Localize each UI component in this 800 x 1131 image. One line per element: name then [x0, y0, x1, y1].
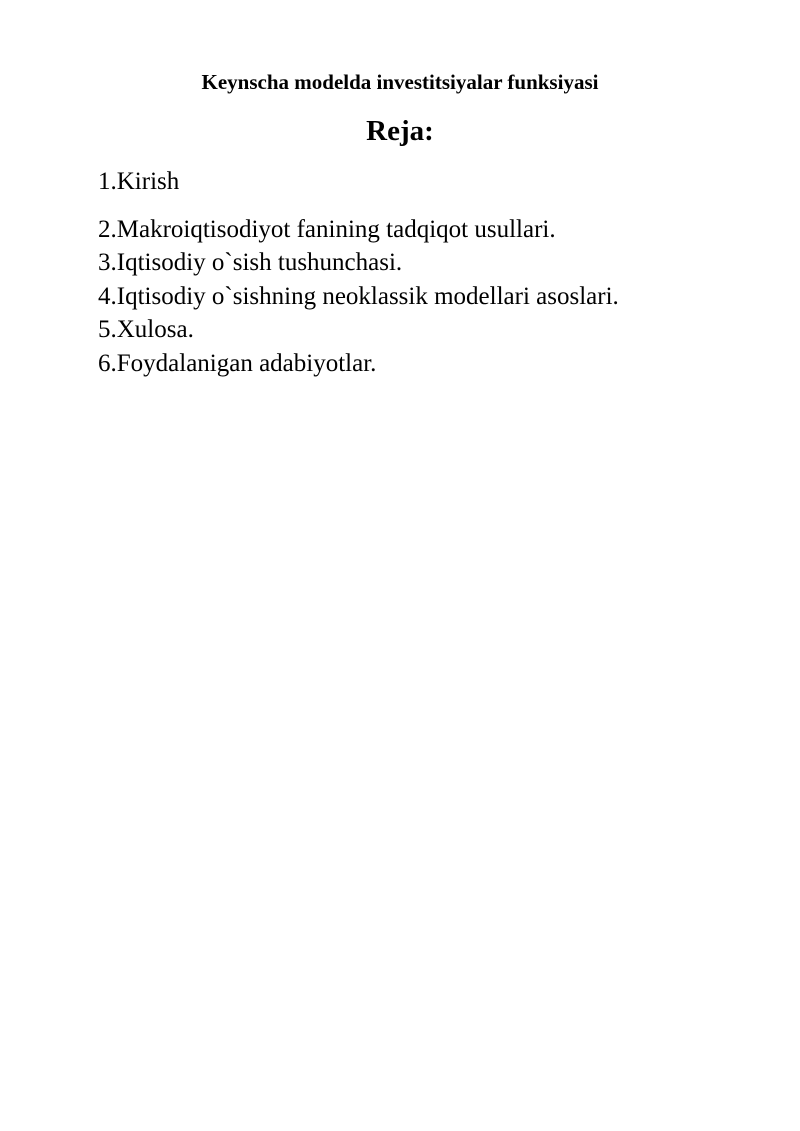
plan-heading: Reja: — [366, 115, 434, 147]
plan-item-introduction: 1.Kirish — [98, 168, 180, 195]
plan-item-conclusion: 5.Xulosa. — [98, 316, 194, 343]
plan-item-research-methods: 2.Makroiqtisodiyot fanining tadqiqot usullari. — [98, 215, 556, 243]
plan-item-neoclassical-models: 4.Iqtisodiy o`sishning neoklassik modellari asoslari. — [98, 282, 619, 310]
document-title: Keynscha modelda investitsiyalar funksiyasi — [201, 70, 599, 94]
plan-item-growth-concept: 3.Iqtisodiy o`sish tushunchasi. — [98, 249, 403, 276]
plan-list — [98, 165, 619, 380]
plan-item-references: 6.Foydalanigan adabiyotlar. — [98, 349, 377, 377]
